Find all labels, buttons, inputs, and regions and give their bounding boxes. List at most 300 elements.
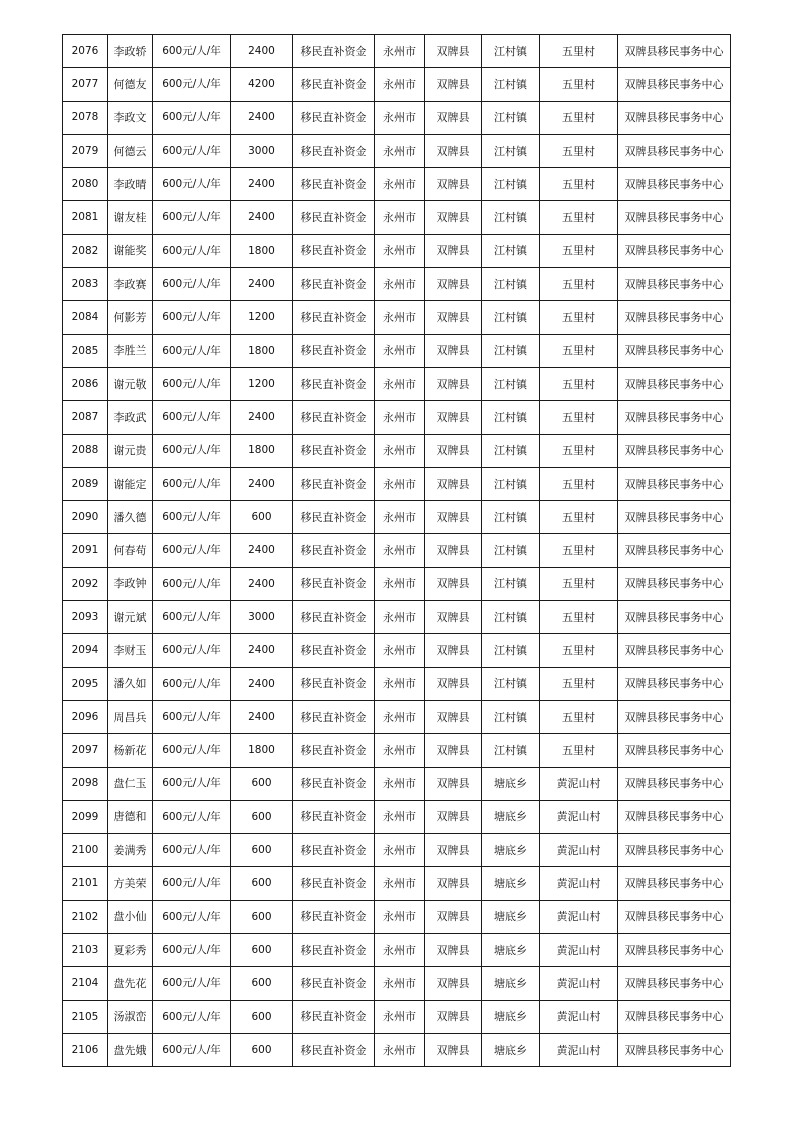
- cell-agency: 双牌县移民事务中心: [618, 134, 731, 167]
- cell-city: 永州市: [375, 301, 425, 334]
- cell-city: 永州市: [375, 800, 425, 833]
- cell-town: 江村镇: [482, 301, 540, 334]
- cell-serial-number: 2085: [63, 334, 108, 367]
- cell-fund-type: 移民直补资金: [293, 334, 375, 367]
- cell-agency: 双牌县移民事务中心: [618, 334, 731, 367]
- cell-county: 双牌县: [425, 168, 482, 201]
- cell-person-name: 李政轿: [108, 35, 153, 68]
- cell-town: 江村镇: [482, 567, 540, 600]
- table-row: [63, 734, 731, 767]
- cell-serial-number: 2091: [63, 534, 108, 567]
- cell-subsidy-rate: 600元/人/年: [153, 667, 231, 700]
- cell-village: 五里村: [540, 68, 618, 101]
- cell-serial-number: 2077: [63, 68, 108, 101]
- cell-village: 黄泥山村: [540, 934, 618, 967]
- cell-serial-number: 2076: [63, 35, 108, 68]
- cell-agency: 双牌县移民事务中心: [618, 234, 731, 267]
- cell-serial-number: 2103: [63, 934, 108, 967]
- cell-city: 永州市: [375, 367, 425, 400]
- table-row: [63, 467, 731, 500]
- cell-town: 江村镇: [482, 334, 540, 367]
- cell-village: 五里村: [540, 634, 618, 667]
- table-body: [63, 35, 731, 1067]
- cell-subsidy-rate: 600元/人/年: [153, 934, 231, 967]
- table-row: [63, 234, 731, 267]
- cell-person-name: 姜满秀: [108, 834, 153, 867]
- cell-village: 五里村: [540, 201, 618, 234]
- table-row: [63, 434, 731, 467]
- cell-person-name: 李政钟: [108, 567, 153, 600]
- cell-fund-type: 移民直补资金: [293, 734, 375, 767]
- cell-person-name: 夏彩秀: [108, 934, 153, 967]
- cell-agency: 双牌县移民事务中心: [618, 367, 731, 400]
- cell-agency: 双牌县移民事务中心: [618, 501, 731, 534]
- cell-fund-type: 移民直补资金: [293, 967, 375, 1000]
- cell-agency: 双牌县移民事务中心: [618, 900, 731, 933]
- cell-village: 五里村: [540, 101, 618, 134]
- cell-agency: 双牌县移民事务中心: [618, 934, 731, 967]
- cell-subsidy-rate: 600元/人/年: [153, 1000, 231, 1033]
- cell-county: 双牌县: [425, 667, 482, 700]
- cell-agency: 双牌县移民事务中心: [618, 401, 731, 434]
- cell-village: 五里村: [540, 534, 618, 567]
- cell-county: 双牌县: [425, 467, 482, 500]
- cell-city: 永州市: [375, 934, 425, 967]
- cell-county: 双牌县: [425, 567, 482, 600]
- cell-serial-number: 2088: [63, 434, 108, 467]
- cell-village: 五里村: [540, 35, 618, 68]
- cell-subsidy-rate: 600元/人/年: [153, 467, 231, 500]
- cell-county: 双牌县: [425, 767, 482, 800]
- cell-amount: 1800: [231, 734, 293, 767]
- cell-person-name: 何影芳: [108, 301, 153, 334]
- cell-town: 江村镇: [482, 134, 540, 167]
- cell-county: 双牌县: [425, 434, 482, 467]
- cell-amount: 1800: [231, 234, 293, 267]
- cell-county: 双牌县: [425, 734, 482, 767]
- cell-person-name: 盘仁玉: [108, 767, 153, 800]
- cell-subsidy-rate: 600元/人/年: [153, 1033, 231, 1066]
- cell-person-name: 何德友: [108, 68, 153, 101]
- cell-person-name: 谢元斌: [108, 601, 153, 634]
- cell-serial-number: 2092: [63, 567, 108, 600]
- cell-fund-type: 移民直补资金: [293, 168, 375, 201]
- cell-serial-number: 2090: [63, 501, 108, 534]
- cell-amount: 2400: [231, 268, 293, 301]
- cell-serial-number: 2101: [63, 867, 108, 900]
- cell-subsidy-rate: 600元/人/年: [153, 567, 231, 600]
- cell-amount: 2400: [231, 667, 293, 700]
- cell-person-name: 汤淑峦: [108, 1000, 153, 1033]
- cell-agency: 双牌县移民事务中心: [618, 101, 731, 134]
- cell-fund-type: 移民直补资金: [293, 101, 375, 134]
- cell-person-name: 潘久德: [108, 501, 153, 534]
- cell-city: 永州市: [375, 867, 425, 900]
- cell-agency: 双牌县移民事务中心: [618, 534, 731, 567]
- cell-town: 江村镇: [482, 268, 540, 301]
- cell-subsidy-rate: 600元/人/年: [153, 334, 231, 367]
- cell-person-name: 周昌兵: [108, 700, 153, 733]
- cell-town: 塘底乡: [482, 1033, 540, 1066]
- cell-serial-number: 2087: [63, 401, 108, 434]
- cell-village: 五里村: [540, 134, 618, 167]
- cell-county: 双牌县: [425, 700, 482, 733]
- cell-person-name: 李政文: [108, 101, 153, 134]
- cell-fund-type: 移民直补资金: [293, 1033, 375, 1066]
- cell-city: 永州市: [375, 567, 425, 600]
- cell-fund-type: 移民直补资金: [293, 834, 375, 867]
- cell-county: 双牌县: [425, 234, 482, 267]
- cell-amount: 2400: [231, 201, 293, 234]
- cell-city: 永州市: [375, 201, 425, 234]
- cell-person-name: 谢友桂: [108, 201, 153, 234]
- cell-amount: 4200: [231, 68, 293, 101]
- cell-county: 双牌县: [425, 1000, 482, 1033]
- cell-fund-type: 移民直补资金: [293, 367, 375, 400]
- cell-agency: 双牌县移民事务中心: [618, 867, 731, 900]
- cell-agency: 双牌县移民事务中心: [618, 68, 731, 101]
- cell-subsidy-rate: 600元/人/年: [153, 767, 231, 800]
- cell-village: 五里村: [540, 301, 618, 334]
- cell-city: 永州市: [375, 700, 425, 733]
- table-row: [63, 1033, 731, 1066]
- cell-city: 永州市: [375, 501, 425, 534]
- cell-subsidy-rate: 600元/人/年: [153, 634, 231, 667]
- cell-person-name: 李财玉: [108, 634, 153, 667]
- table-row: [63, 834, 731, 867]
- cell-town: 江村镇: [482, 501, 540, 534]
- cell-county: 双牌县: [425, 334, 482, 367]
- table-row: [63, 967, 731, 1000]
- cell-serial-number: 2095: [63, 667, 108, 700]
- cell-city: 永州市: [375, 434, 425, 467]
- cell-agency: 双牌县移民事务中心: [618, 834, 731, 867]
- table-row: [63, 501, 731, 534]
- cell-serial-number: 2089: [63, 467, 108, 500]
- cell-village: 五里村: [540, 501, 618, 534]
- cell-amount: 2400: [231, 567, 293, 600]
- cell-city: 永州市: [375, 234, 425, 267]
- cell-amount: 2400: [231, 401, 293, 434]
- cell-fund-type: 移民直补资金: [293, 567, 375, 600]
- cell-amount: 600: [231, 834, 293, 867]
- cell-county: 双牌县: [425, 1033, 482, 1066]
- cell-person-name: 李政武: [108, 401, 153, 434]
- cell-agency: 双牌县移民事务中心: [618, 201, 731, 234]
- cell-county: 双牌县: [425, 401, 482, 434]
- cell-village: 五里村: [540, 734, 618, 767]
- cell-county: 双牌县: [425, 501, 482, 534]
- cell-fund-type: 移民直补资金: [293, 401, 375, 434]
- cell-fund-type: 移民直补资金: [293, 900, 375, 933]
- cell-village: 黄泥山村: [540, 834, 618, 867]
- cell-serial-number: 2097: [63, 734, 108, 767]
- cell-person-name: 潘久如: [108, 667, 153, 700]
- cell-village: 黄泥山村: [540, 1000, 618, 1033]
- cell-amount: 1200: [231, 301, 293, 334]
- cell-town: 江村镇: [482, 700, 540, 733]
- cell-village: 五里村: [540, 567, 618, 600]
- cell-fund-type: 移民直补资金: [293, 434, 375, 467]
- cell-subsidy-rate: 600元/人/年: [153, 367, 231, 400]
- cell-person-name: 唐德和: [108, 800, 153, 833]
- cell-county: 双牌县: [425, 301, 482, 334]
- cell-county: 双牌县: [425, 967, 482, 1000]
- cell-person-name: 何德云: [108, 134, 153, 167]
- cell-subsidy-rate: 600元/人/年: [153, 268, 231, 301]
- table-row: [63, 268, 731, 301]
- cell-village: 黄泥山村: [540, 867, 618, 900]
- cell-city: 永州市: [375, 134, 425, 167]
- table-row: [63, 601, 731, 634]
- cell-amount: 600: [231, 800, 293, 833]
- cell-county: 双牌县: [425, 634, 482, 667]
- cell-county: 双牌县: [425, 101, 482, 134]
- cell-serial-number: 2105: [63, 1000, 108, 1033]
- cell-village: 五里村: [540, 334, 618, 367]
- cell-amount: 2400: [231, 534, 293, 567]
- cell-fund-type: 移民直补资金: [293, 1000, 375, 1033]
- cell-person-name: 李胜兰: [108, 334, 153, 367]
- cell-subsidy-rate: 600元/人/年: [153, 301, 231, 334]
- cell-town: 江村镇: [482, 201, 540, 234]
- cell-fund-type: 移民直补资金: [293, 301, 375, 334]
- cell-village: 五里村: [540, 467, 618, 500]
- cell-city: 永州市: [375, 967, 425, 1000]
- cell-agency: 双牌县移民事务中心: [618, 700, 731, 733]
- cell-fund-type: 移民直补资金: [293, 68, 375, 101]
- cell-village: 五里村: [540, 268, 618, 301]
- cell-city: 永州市: [375, 467, 425, 500]
- cell-fund-type: 移民直补资金: [293, 35, 375, 68]
- table-row: [63, 800, 731, 833]
- cell-fund-type: 移民直补资金: [293, 234, 375, 267]
- cell-amount: 600: [231, 867, 293, 900]
- cell-village: 黄泥山村: [540, 767, 618, 800]
- cell-amount: 2400: [231, 700, 293, 733]
- table-row: [63, 567, 731, 600]
- cell-agency: 双牌县移民事务中心: [618, 35, 731, 68]
- cell-fund-type: 移民直补资金: [293, 268, 375, 301]
- table-row: [63, 1000, 731, 1033]
- cell-fund-type: 移民直补资金: [293, 601, 375, 634]
- cell-agency: 双牌县移民事务中心: [618, 301, 731, 334]
- cell-fund-type: 移民直补资金: [293, 867, 375, 900]
- cell-amount: 2400: [231, 35, 293, 68]
- cell-serial-number: 2083: [63, 268, 108, 301]
- cell-county: 双牌县: [425, 800, 482, 833]
- cell-serial-number: 2084: [63, 301, 108, 334]
- cell-subsidy-rate: 600元/人/年: [153, 601, 231, 634]
- table-row: [63, 301, 731, 334]
- cell-subsidy-rate: 600元/人/年: [153, 534, 231, 567]
- cell-fund-type: 移民直补资金: [293, 501, 375, 534]
- cell-subsidy-rate: 600元/人/年: [153, 234, 231, 267]
- cell-agency: 双牌县移民事务中心: [618, 1033, 731, 1066]
- cell-city: 永州市: [375, 168, 425, 201]
- cell-subsidy-rate: 600元/人/年: [153, 700, 231, 733]
- cell-fund-type: 移民直补资金: [293, 934, 375, 967]
- cell-town: 江村镇: [482, 601, 540, 634]
- cell-amount: 1800: [231, 434, 293, 467]
- cell-amount: 2400: [231, 101, 293, 134]
- cell-town: 江村镇: [482, 367, 540, 400]
- cell-amount: 600: [231, 900, 293, 933]
- cell-amount: 1800: [231, 334, 293, 367]
- cell-amount: 3000: [231, 601, 293, 634]
- cell-serial-number: 2104: [63, 967, 108, 1000]
- cell-village: 五里村: [540, 601, 618, 634]
- cell-village: 五里村: [540, 434, 618, 467]
- cell-serial-number: 2106: [63, 1033, 108, 1066]
- cell-serial-number: 2081: [63, 201, 108, 234]
- cell-city: 永州市: [375, 834, 425, 867]
- cell-agency: 双牌县移民事务中心: [618, 767, 731, 800]
- cell-county: 双牌县: [425, 268, 482, 301]
- cell-town: 江村镇: [482, 68, 540, 101]
- cell-city: 永州市: [375, 68, 425, 101]
- table-row: [63, 867, 731, 900]
- cell-county: 双牌县: [425, 534, 482, 567]
- table-row: [63, 367, 731, 400]
- cell-village: 五里村: [540, 700, 618, 733]
- cell-town: 江村镇: [482, 467, 540, 500]
- cell-village: 五里村: [540, 367, 618, 400]
- table-row: [63, 767, 731, 800]
- cell-city: 永州市: [375, 1000, 425, 1033]
- cell-town: 江村镇: [482, 168, 540, 201]
- cell-town: 塘底乡: [482, 867, 540, 900]
- cell-town: 江村镇: [482, 667, 540, 700]
- cell-town: 江村镇: [482, 35, 540, 68]
- cell-village: 五里村: [540, 234, 618, 267]
- cell-city: 永州市: [375, 268, 425, 301]
- table-row: [63, 900, 731, 933]
- cell-amount: 2400: [231, 467, 293, 500]
- cell-subsidy-rate: 600元/人/年: [153, 434, 231, 467]
- cell-person-name: 谢能定: [108, 467, 153, 500]
- cell-city: 永州市: [375, 900, 425, 933]
- cell-person-name: 李政赛: [108, 268, 153, 301]
- cell-fund-type: 移民直补资金: [293, 134, 375, 167]
- cell-person-name: 李政晴: [108, 168, 153, 201]
- cell-subsidy-rate: 600元/人/年: [153, 867, 231, 900]
- cell-village: 五里村: [540, 401, 618, 434]
- cell-person-name: 盘先花: [108, 967, 153, 1000]
- cell-subsidy-rate: 600元/人/年: [153, 967, 231, 1000]
- cell-person-name: 盘先娥: [108, 1033, 153, 1066]
- cell-city: 永州市: [375, 601, 425, 634]
- cell-county: 双牌县: [425, 68, 482, 101]
- cell-amount: 600: [231, 934, 293, 967]
- cell-county: 双牌县: [425, 934, 482, 967]
- cell-town: 塘底乡: [482, 834, 540, 867]
- cell-subsidy-rate: 600元/人/年: [153, 501, 231, 534]
- table-row: [63, 934, 731, 967]
- cell-amount: 1200: [231, 367, 293, 400]
- cell-amount: 600: [231, 967, 293, 1000]
- cell-agency: 双牌县移民事务中心: [618, 634, 731, 667]
- cell-town: 江村镇: [482, 734, 540, 767]
- table-row: [63, 667, 731, 700]
- cell-subsidy-rate: 600元/人/年: [153, 800, 231, 833]
- cell-subsidy-rate: 600元/人/年: [153, 401, 231, 434]
- cell-fund-type: 移民直补资金: [293, 667, 375, 700]
- cell-serial-number: 2098: [63, 767, 108, 800]
- cell-town: 江村镇: [482, 634, 540, 667]
- cell-county: 双牌县: [425, 201, 482, 234]
- cell-agency: 双牌县移民事务中心: [618, 734, 731, 767]
- cell-subsidy-rate: 600元/人/年: [153, 734, 231, 767]
- cell-person-name: 盘小仙: [108, 900, 153, 933]
- cell-fund-type: 移民直补资金: [293, 467, 375, 500]
- cell-agency: 双牌县移民事务中心: [618, 434, 731, 467]
- table-row: [63, 534, 731, 567]
- table-row: [63, 35, 731, 68]
- subsidy-roster-table: [62, 34, 731, 1067]
- table-row: [63, 201, 731, 234]
- cell-village: 黄泥山村: [540, 800, 618, 833]
- cell-town: 江村镇: [482, 101, 540, 134]
- cell-amount: 600: [231, 767, 293, 800]
- table-row: [63, 101, 731, 134]
- cell-serial-number: 2096: [63, 700, 108, 733]
- cell-amount: 600: [231, 1000, 293, 1033]
- cell-serial-number: 2093: [63, 601, 108, 634]
- cell-town: 塘底乡: [482, 800, 540, 833]
- cell-city: 永州市: [375, 667, 425, 700]
- cell-person-name: 何春苟: [108, 534, 153, 567]
- cell-city: 永州市: [375, 767, 425, 800]
- cell-fund-type: 移民直补资金: [293, 201, 375, 234]
- cell-town: 塘底乡: [482, 900, 540, 933]
- cell-county: 双牌县: [425, 134, 482, 167]
- cell-serial-number: 2099: [63, 800, 108, 833]
- cell-town: 塘底乡: [482, 1000, 540, 1033]
- cell-serial-number: 2086: [63, 367, 108, 400]
- cell-fund-type: 移民直补资金: [293, 800, 375, 833]
- cell-agency: 双牌县移民事务中心: [618, 168, 731, 201]
- cell-serial-number: 2080: [63, 168, 108, 201]
- cell-amount: 2400: [231, 168, 293, 201]
- cell-subsidy-rate: 600元/人/年: [153, 168, 231, 201]
- cell-county: 双牌县: [425, 367, 482, 400]
- cell-agency: 双牌县移民事务中心: [618, 467, 731, 500]
- cell-agency: 双牌县移民事务中心: [618, 1000, 731, 1033]
- table-row: [63, 401, 731, 434]
- cell-agency: 双牌县移民事务中心: [618, 601, 731, 634]
- cell-fund-type: 移民直补资金: [293, 634, 375, 667]
- cell-serial-number: 2079: [63, 134, 108, 167]
- cell-agency: 双牌县移民事务中心: [618, 268, 731, 301]
- cell-city: 永州市: [375, 101, 425, 134]
- cell-subsidy-rate: 600元/人/年: [153, 900, 231, 933]
- cell-county: 双牌县: [425, 601, 482, 634]
- cell-amount: 2400: [231, 634, 293, 667]
- cell-fund-type: 移民直补资金: [293, 767, 375, 800]
- cell-county: 双牌县: [425, 35, 482, 68]
- cell-village: 五里村: [540, 667, 618, 700]
- cell-serial-number: 2094: [63, 634, 108, 667]
- cell-subsidy-rate: 600元/人/年: [153, 834, 231, 867]
- cell-person-name: 谢元敬: [108, 367, 153, 400]
- table-row: [63, 168, 731, 201]
- cell-county: 双牌县: [425, 867, 482, 900]
- cell-serial-number: 2102: [63, 900, 108, 933]
- cell-serial-number: 2082: [63, 234, 108, 267]
- cell-serial-number: 2100: [63, 834, 108, 867]
- cell-fund-type: 移民直补资金: [293, 700, 375, 733]
